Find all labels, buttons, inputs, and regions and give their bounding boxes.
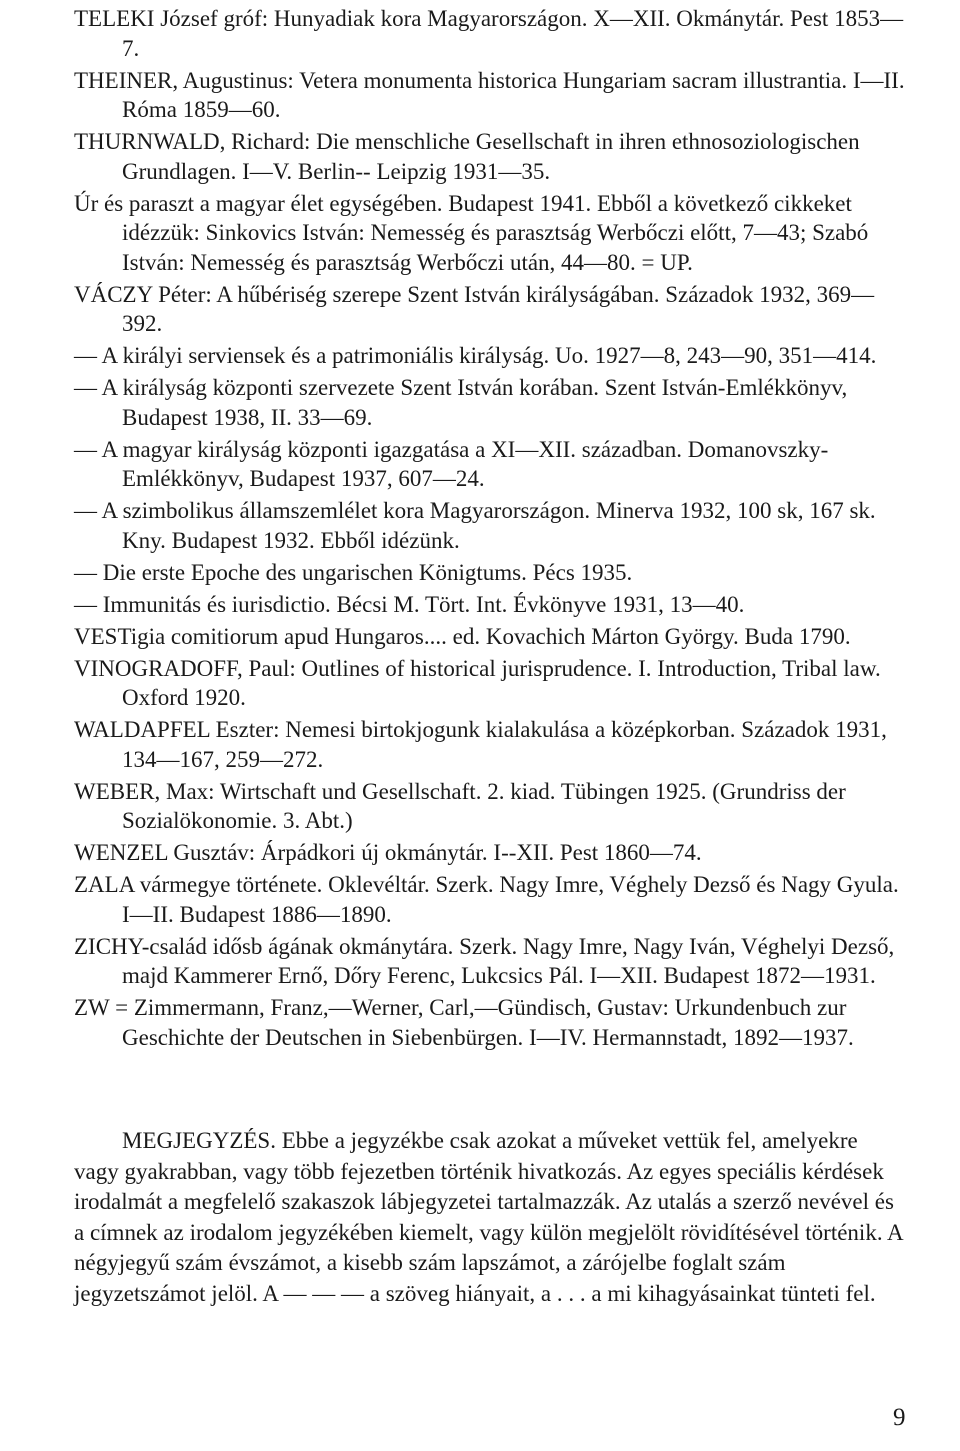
bibliography-entry: TELEKI József gróf: Hunyadiak kora Magyarországon. X—XII. Okmánytár. Pest 1853—7. [74, 6, 904, 61]
bibliography-entry: ZW = Zimmermann, Franz,—Werner, Carl,—Gündisch, Gustav: Urkundenbuch zur Geschichte der Deutschen in Siebenbürgen. I—IV. Hermannstadt, 1892—1937. [74, 995, 854, 1050]
bibliography-entry: — A magyar királyság központi igazgatása a XI—XII. században. Domanovszky-Emlékkönyv, Budapest 1937, 607—24. [74, 436, 829, 491]
bibliography-entry: VESTigia comitiorum apud Hungaros.... ed. Kovachich Márton György. Buda 1790. [74, 623, 851, 649]
bibliography-entry: — A királyi serviensek és a patrimoniális királyság. Uo. 1927—8, 243—90, 351—414. [74, 343, 877, 368]
bibliography-entry: VINOGRADOFF, Paul: Outlines of historical jurisprudence. I. Introduction, Tribal law. Oxford 1920. [74, 655, 881, 710]
bibliography-list [74, 4, 906, 1055]
bibliography-entry: Úr és paraszt a magyar élet egységében. Budapest 1941. Ebből a következő cikkeket idézzük: Sinkovics István: Nemesség és parasztság Werbőczi előtt, 7—43; Szabó István: Nemesség és parasztság Werbőczi után, 44—80. = UP. [74, 190, 869, 275]
bibliography-entry: VÁCZY Péter: A hűbériség szerepe Szent István királyságában. Századok 1932, 369—392. [74, 281, 875, 336]
bibliography-entry: — A szimbolikus államszemlélet kora Magyarországon. Minerva 1932, 100 sk, 167 sk. Kny. Budapest 1932. Ebből idézünk. [74, 498, 876, 553]
bibliography-entry: ZALA vármegye története. Oklevéltár. Szerk. Nagy Imre, Véghely Dezső és Nagy Gyula. I—II. Budapest 1886—1890. [74, 872, 899, 927]
bibliography-entry: WENZEL Gusztáv: Árpádkori új okmánytár. I--XII. Pest 1860—74. [74, 840, 702, 865]
bibliography-entry: — A királyság központi szervezete Szent István korában. Szent István-Emlékkönyv, Budapest 1938, II. 33—69. [74, 375, 848, 430]
bibliography-entry: THEINER, Augustinus: Vetera monumenta historica Hungariam sacram illustrantia. I—II. Róma 1859—60. [74, 67, 905, 122]
bibliography-entry: — Immunitás és iurisdictio. Bécsi M. Tört. Int. Évkönyve 1931, 13—40. [74, 591, 745, 617]
bibliography-entry: ZICHY-család idősb ágának okmánytára. Szerk. Nagy Imre, Nagy Iván, Véghelyi Dezső, majd Kammerer Ernő, Dőry Ferenc, Lukcsics Pál. I—XII. Budapest 1872—1931. [74, 933, 895, 988]
bibliography-entry: WEBER, Max: Wirtschaft und Gesellschaft. 2. kiad. Tübingen 1925. (Grundriss der Sozialökonomie. 3. Abt.) [74, 778, 846, 833]
note-text: MEGJEGYZÉS. Ebbe a jegyzékbe csak azokat a műveket vettük fel, amelyekre vagy gyakrabban, vagy több fejezetben történik hivatkozás. Az egyes speciális kérdések irodalmát a megfelelő szakaszok lábjegyzetei tartalmazzák. Az utalás a szerző nevével és a címnek az irodalom jegyzékében kiemelt, vagy külön megjelölt rövidítésével történik. A négyjegyű szám évszámot, a kisebb szám lapszámot, a zárójelbe foglalt szám jegyzetszámot jelöl. A — — — a szöveg hiányait, a . . . a mi kihagyásainkat tünteti fel. [74, 1128, 903, 1306]
page-number: 9 [893, 1404, 906, 1431]
bibliography-entry: WALDAPFEL Eszter: Nemesi birtokjogunk kialakulása a középkorban. Századok 1931, 134—167, 259—272. [74, 717, 887, 772]
bibliography-entry: THURNWALD, Richard: Die menschliche Gesellschaft in ihren ethnosoziologischen Grundlagen. I—V. Berlin-- Leipzig 1931—35. [74, 129, 860, 184]
bibliography-entry: — Die erste Epoche des ungarischen Königtums. Pécs 1935. [74, 559, 633, 585]
editorial-note [74, 1126, 906, 1309]
